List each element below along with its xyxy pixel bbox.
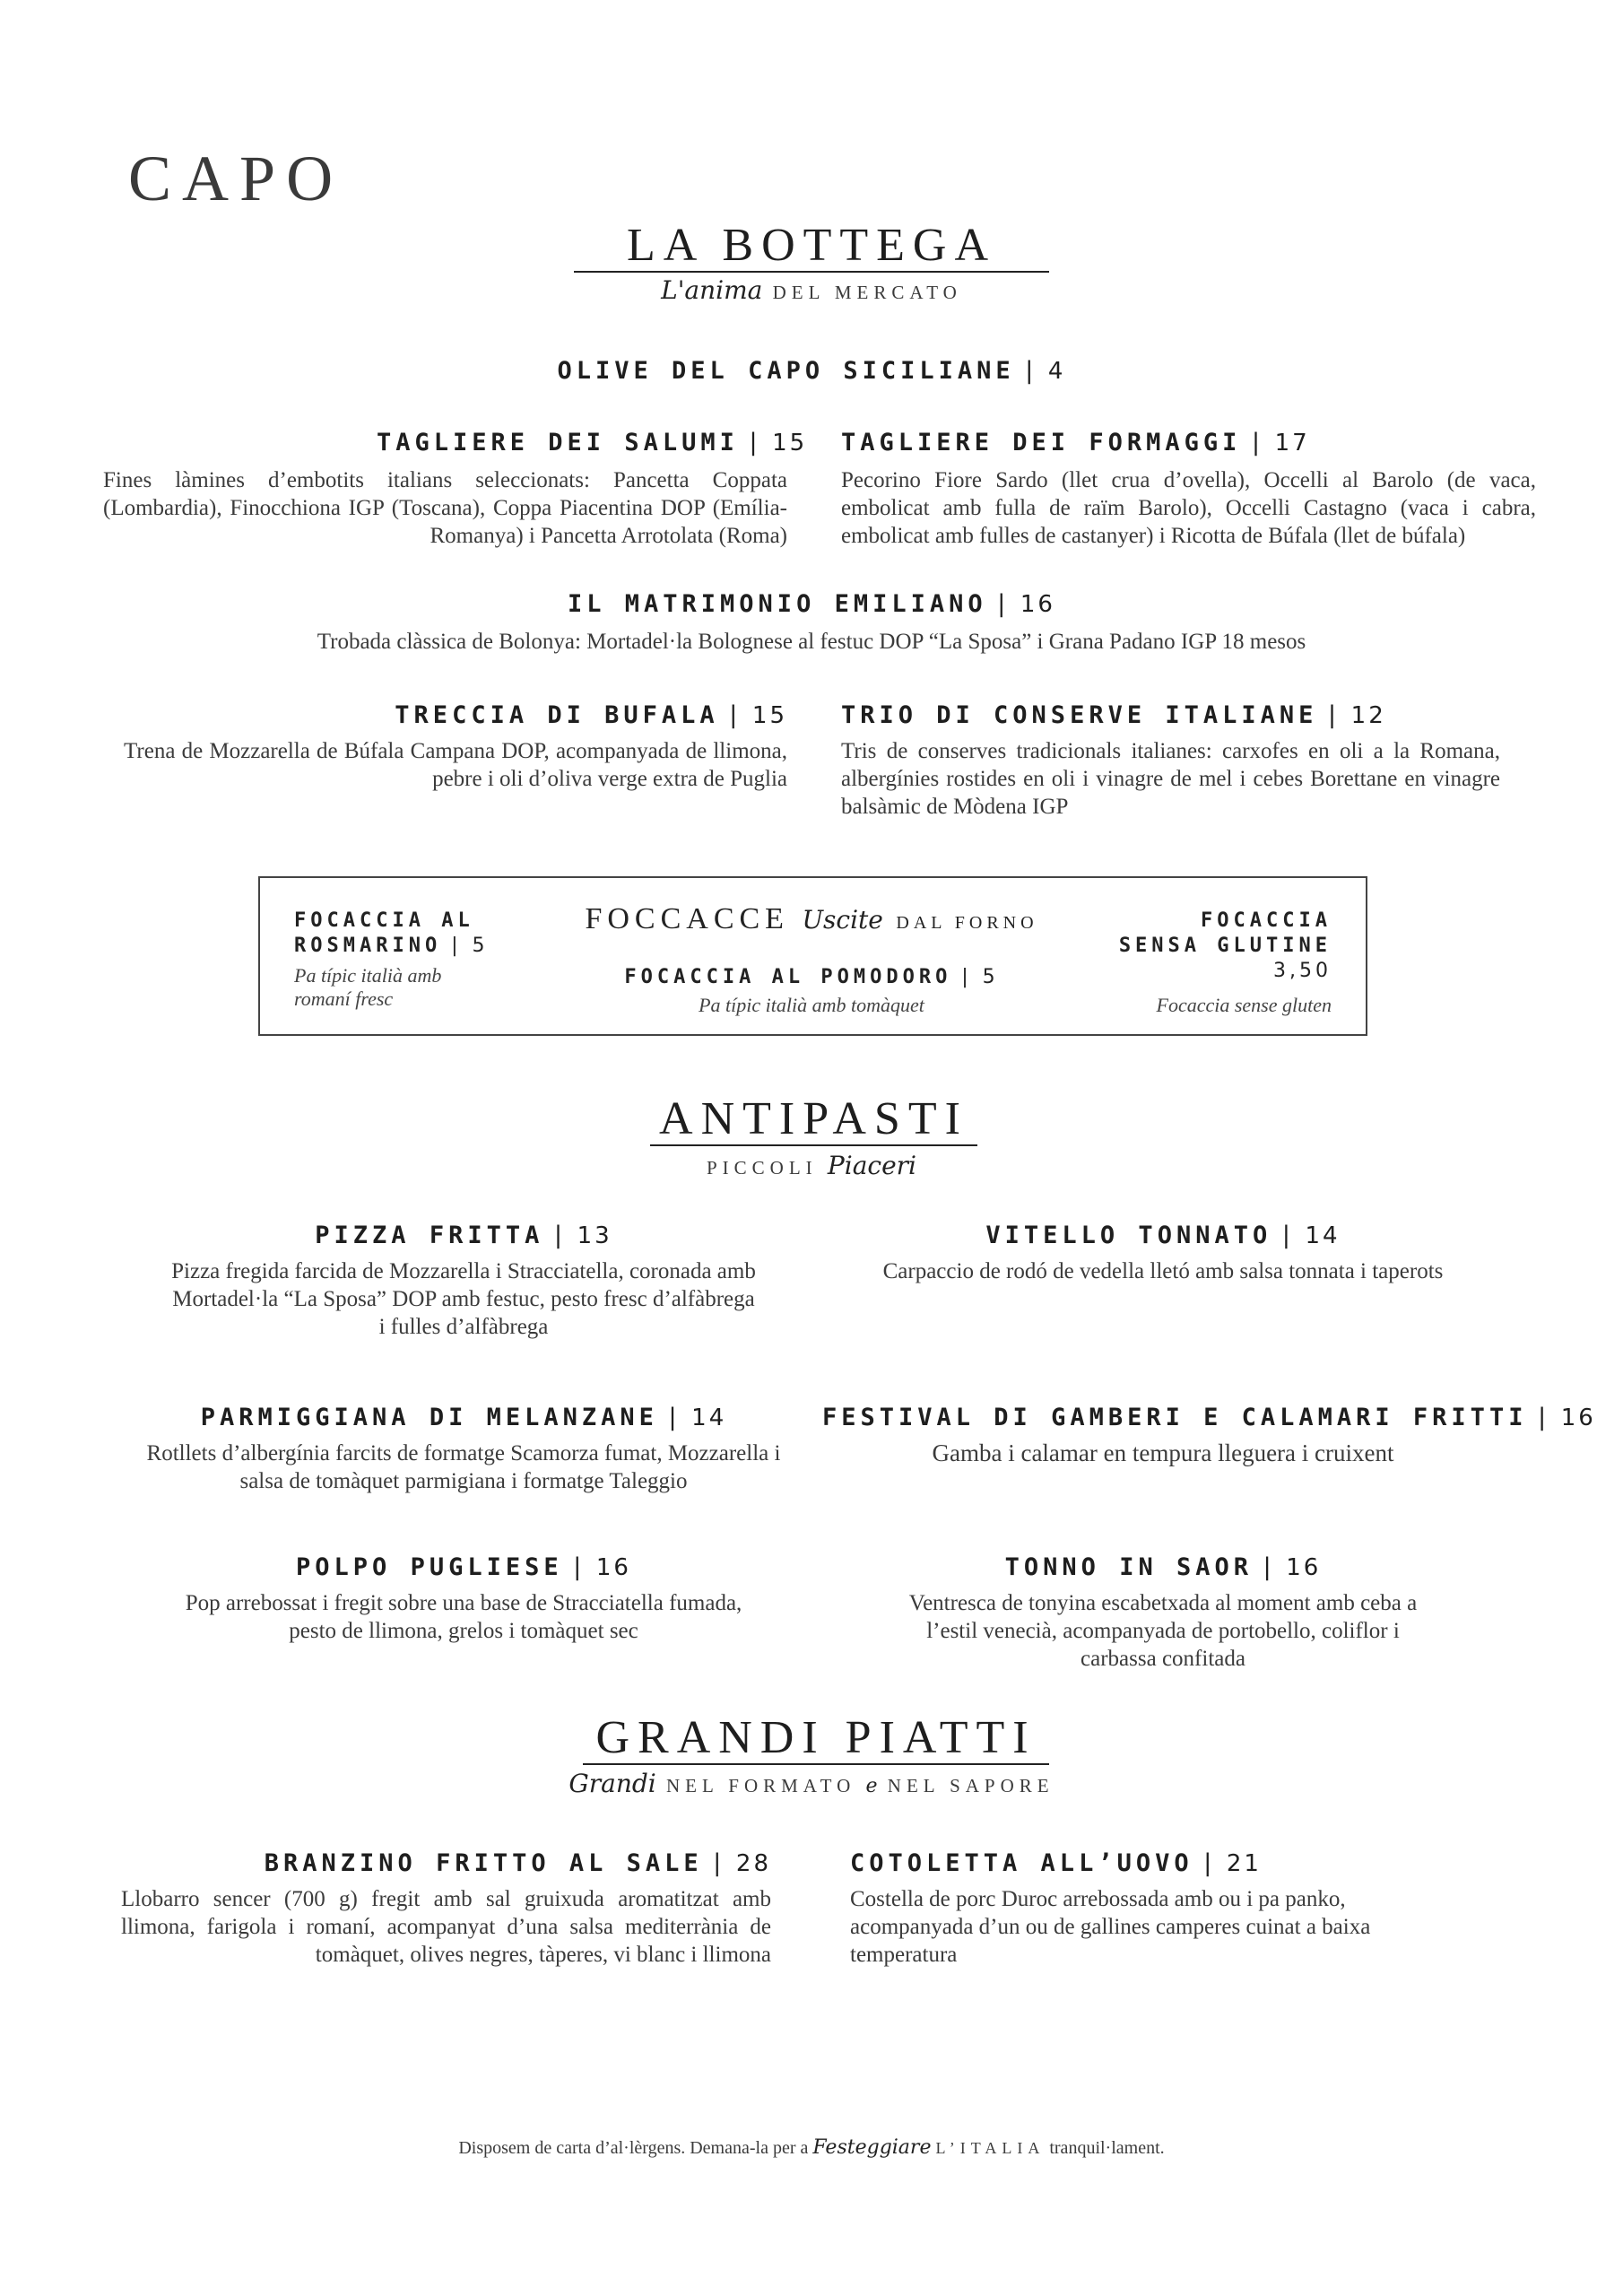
footer-text-1: Disposem de carta d’al·lèrgens. Demana-la per a: [458, 2138, 809, 2158]
dish-price: 15: [772, 430, 808, 457]
dish-polpo: POLPO PUGLIESE | 16: [296, 1553, 631, 1581]
dish-treccia-desc: Trena de Mozzarella de Búfala Campana DOP, acompanyada de llimona, pebre i oli d’oliva verge extra de Puglia: [124, 739, 787, 791]
dish-name: TRECCIA DI BUFALA: [395, 701, 719, 729]
dish-name: POLPO PUGLIESE: [296, 1553, 563, 1581]
dish-matrimonio: IL MATRIMONIO EMILIANO | 16: [568, 590, 1055, 618]
dish-name: FESTIVAL DI GAMBERI E CALAMARI FRITTI: [822, 1404, 1528, 1431]
dish-conserve: TRIO DI CONSERVE ITALIANE | 12: [841, 701, 1386, 729]
focaccia-name: FOCACCIA AL POMODORO: [624, 966, 952, 988]
subtitle-script-e: e: [865, 1775, 878, 1797]
dish-price: 14: [1305, 1222, 1341, 1249]
foccacce-title-script: Uscite: [802, 905, 883, 935]
section-title-grandi-piatti: GRANDI PIATTI: [583, 1715, 1049, 1765]
dish-formaggi: TAGLIERE DEI FORMAGGI | 17: [841, 429, 1310, 457]
dish-price: 16: [1020, 591, 1055, 618]
brand-logo: CAPO: [128, 143, 344, 214]
dish-name: OLIVE DEL CAPO SICILIANE: [557, 357, 1015, 385]
foccacce-title-rest: DAL FORNO: [896, 913, 1038, 933]
dish-name: COTOLETTA ALL’UOVO: [850, 1849, 1193, 1877]
subtitle-script: Piaceri: [827, 1151, 917, 1180]
section-subtitle-antipasti: [0, 1151, 1623, 1180]
dish-tonno: TONNO IN SAOR | 16: [1004, 1553, 1322, 1581]
dish-salumi: TAGLIERE DEI SALUMI | 15: [377, 429, 808, 457]
dish-vitello-desc: Carpaccio de rodó de vedella lletó amb salsa tonnata i taperots: [882, 1259, 1444, 1283]
focaccia-rosmarino-desc: Pa típic italià amb romaní fresc: [294, 964, 442, 1010]
footer-caps: L’ITALIA: [935, 2139, 1046, 2157]
subtitle-script: L'anima: [661, 275, 763, 305]
subtitle-script: Grandi: [568, 1769, 656, 1798]
dish-price: 14: [691, 1405, 727, 1431]
dish-cotoletta: COTOLETTA ALL’UOVO | 21: [850, 1849, 1262, 1877]
subtitle-caps: PICCOLI: [706, 1157, 818, 1178]
dish-formaggi-desc: Pecorino Fiore Sardo (llet crua d’ovella), Occelli al Barolo (de vaca, embolicat amb fulla de raïm Barolo), Occelli Castagno (vaca i cabra, embolicat amb fulles de castanyer) i Ricotta de Búfala (llet de búfala): [841, 468, 1536, 548]
foccacce-title-main: FOCCACCE: [585, 902, 789, 935]
dish-name: VITELLO TONNATO: [985, 1222, 1272, 1249]
dish-name: TRIO DI CONSERVE ITALIANE: [841, 701, 1318, 729]
dish-name: BRANZINO FRITTO AL SALE: [264, 1849, 703, 1877]
dish-vitello: VITELLO TONNATO | 14: [985, 1222, 1341, 1249]
footer-script: Festeggiare: [812, 2136, 932, 2159]
dish-price: 16: [595, 1554, 631, 1581]
dish-price: 13: [577, 1222, 612, 1249]
footer-allergens-note: [0, 2136, 1623, 2159]
dish-pizza-fritta-desc: Pizza fregida farcida de Mozzarella i Stracciatella, coronada amb Mortadel·la “La Sposa” DOP amb festuc, pesto fresc d’alfàbrega i fulles d’alfàbrega: [171, 1259, 756, 1339]
dish-price: 15: [751, 702, 787, 729]
dish-price: 16: [1286, 1554, 1322, 1581]
dish-price: 4: [1047, 358, 1066, 385]
dish-branzino: BRANZINO FRITTO AL SALE | 28: [264, 1849, 771, 1877]
focaccia-pomodoro-name: FOCACCIA AL POMODORO | 5: [624, 966, 999, 988]
focaccia-name-line1: FOCACCIA: [1201, 909, 1332, 932]
dish-price: 12: [1350, 702, 1386, 729]
dish-name: PIZZA FRITTA: [315, 1222, 544, 1249]
focaccia-name-line2: SENSA GLUTINE: [1118, 935, 1332, 957]
dish-cotoletta-desc: Costella de porc Duroc arrebossada amb ou i pa panko, acompanyada d’un ou de gallines camperes cuinat a baixa temperatura: [850, 1887, 1371, 1967]
dish-name: TAGLIERE DEI FORMAGGI: [841, 429, 1242, 457]
section-subtitle-grandi-piatti: [0, 1769, 1623, 1798]
dish-polpo-desc: Pop arrebossat i fregit sobre una base de Stracciatella fumada, pesto de llimona, grelos i tomàquet sec: [185, 1591, 742, 1643]
dish-price: 17: [1274, 430, 1310, 457]
dish-olive: OLIVE DEL CAPO SICILIANE | 4: [557, 357, 1066, 385]
dish-name: PARMIGGIANA DI MELANZANE: [200, 1404, 658, 1431]
subtitle-caps-2: NEL SAPORE: [887, 1775, 1055, 1796]
section-title-la-bottega: LA BOTTEGA: [574, 222, 1049, 273]
dish-name: IL MATRIMONIO EMILIANO: [568, 590, 987, 618]
dish-price: 21: [1226, 1850, 1262, 1877]
section-title-antipasti: ANTIPASTI: [650, 1096, 977, 1146]
dish-salumi-desc: Fines làmines d’embotits italians seleccionats: Pancetta Coppata (Lombardia), Finocchiona IGP (Toscana), Coppa Piacentina DOP (Emília-Romanya) i Pancetta Arrotolata (Roma): [103, 468, 787, 548]
focaccia-price: 3,50: [1273, 960, 1332, 982]
subtitle-caps-1: NEL FORMATO: [665, 1775, 856, 1796]
dish-branzino-desc: Llobarro sencer (700 g) fregit amb sal gruixuda aromatitzat amb llimona, farigola i romaní, acompanyat d’una salsa mediterrània de tomàquet, olives negres, tàperes, vi blanc i llimona: [121, 1887, 771, 1967]
focaccia-glutine-desc: Focaccia sense gluten: [1156, 994, 1332, 1016]
focaccia-name-line1: FOCACCIA AL: [294, 909, 474, 932]
dish-tonno-desc: Ventresca de tonyina escabetxada al moment amb ceba a l’estil venecià, acompanyada de portobello, coliflor i carbassa confitada: [908, 1591, 1418, 1671]
dish-treccia: TRECCIA DI BUFALA | 15: [395, 701, 787, 729]
focaccia-rosmarino-name: FOCACCIA AL ROSMARINO | 5: [294, 909, 489, 957]
foccacce-title: [502, 902, 1121, 936]
dish-festival-desc: Gamba i calamar en tempura lleguera i cruixent: [932, 1439, 1394, 1466]
dish-price: 28: [735, 1850, 771, 1877]
dish-price: 16: [1560, 1405, 1596, 1431]
dish-matrimonio-desc: Trobada clàssica de Bolonya: Mortadel·la Bolognese al festuc DOP “La Sposa” i Grana Padano IGP 18 mesos: [317, 630, 1306, 654]
dish-festival: FESTIVAL DI GAMBERI E CALAMARI FRITTI | 16: [822, 1404, 1596, 1431]
footer-text-2: tranquil·lament.: [1049, 2138, 1165, 2158]
focaccia-pomodoro-desc: Pa típic italià amb tomàquet: [699, 994, 924, 1016]
focaccia-price: 5: [472, 935, 489, 957]
dish-pizza-fritta: PIZZA FRITTA | 13: [315, 1222, 612, 1249]
dish-name: TAGLIERE DEI SALUMI: [377, 429, 739, 457]
focaccia-price: 5: [982, 966, 999, 988]
dish-name: TONNO IN SAOR: [1004, 1553, 1253, 1581]
section-subtitle-la-bottega: [0, 275, 1623, 305]
focaccia-glutine-name: [1076, 909, 1332, 984]
dish-parmiggiana: PARMIGGIANA DI MELANZANE | 14: [200, 1404, 727, 1431]
focaccia-name-line2: ROSMARINO: [294, 935, 442, 957]
subtitle-caps: DEL MERCATO: [772, 282, 962, 303]
dish-conserve-desc: Tris de conserves tradicionals italianes: carxofes en oli a la Romana, albergínies rostides en oli i vinagre de mel i cebes Borettane en vinagre balsàmic de Mòdena IGP: [841, 739, 1500, 819]
dish-parmiggiana-desc: Rotllets d’albergínia farcits de formatge Scamorza fumat, Mozzarella i salsa de tomàquet parmigiana i formatge Taleggio: [146, 1441, 781, 1493]
